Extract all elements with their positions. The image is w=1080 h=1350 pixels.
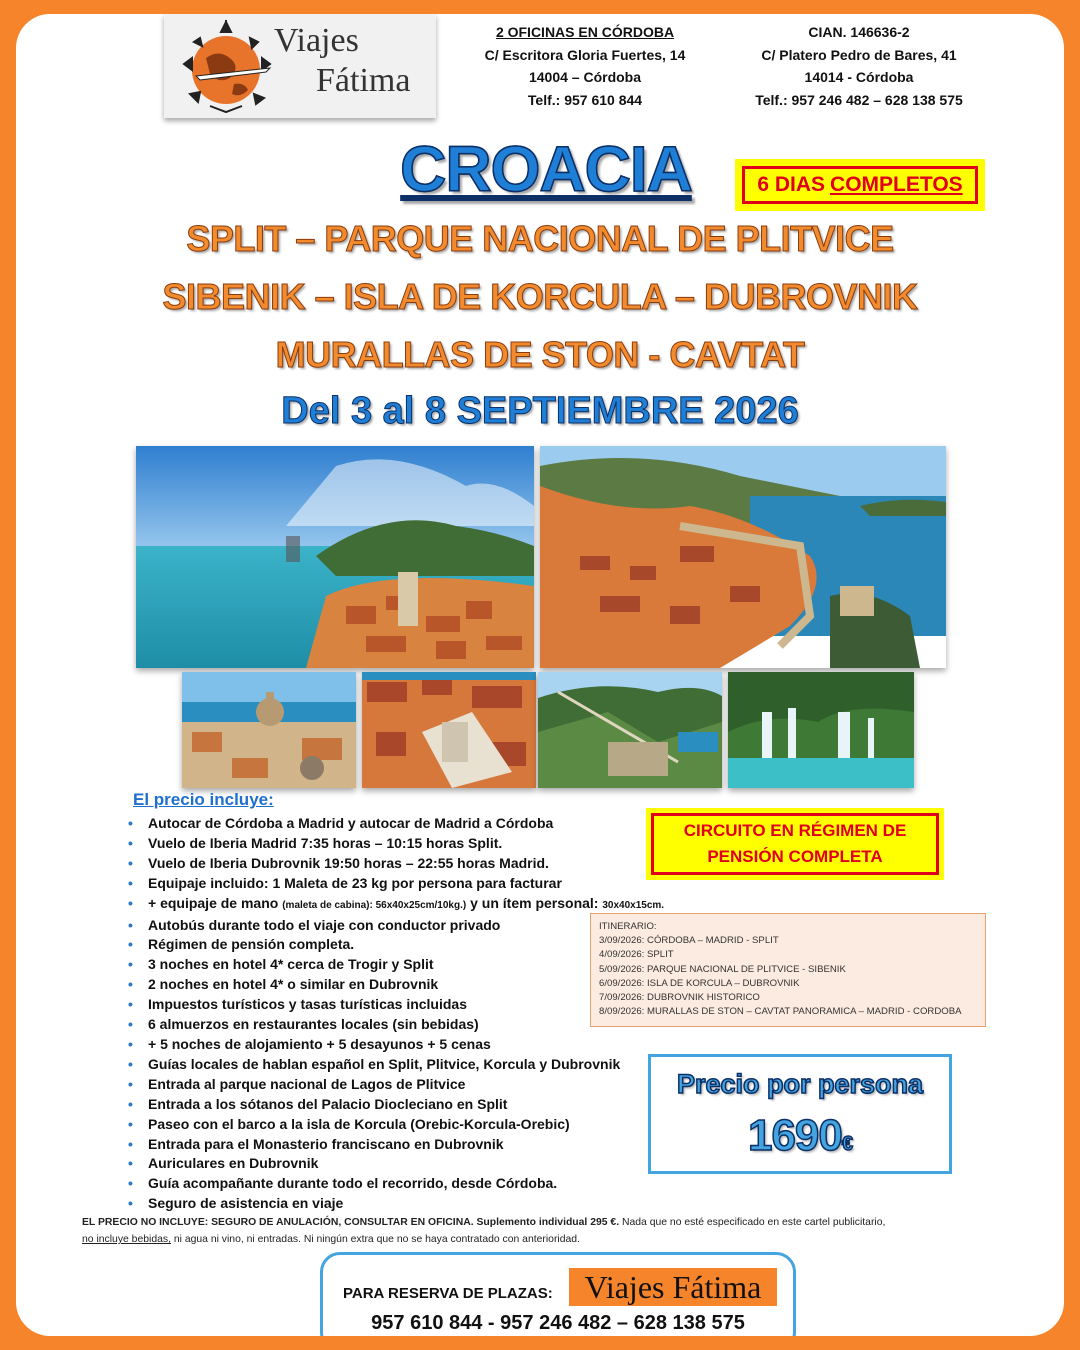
itinerary-day: 3/09/2026: CÓRDOBA – MADRID - SPLIT <box>599 935 779 947</box>
brand-logo <box>164 14 436 118</box>
list-item: • Entrada a los sótanos del Palacio Diocleciano en Split <box>128 1095 664 1115</box>
office-right-phone: Telf.: 957 246 482 – 628 138 575 <box>755 91 963 108</box>
list-item: • + 5 noches de alojamiento + 5 desayunos + 5 cenas <box>128 1035 664 1055</box>
itinerary-day: 6/09/2026: ISLA DE KORCULA – DUBROVNIK <box>599 977 800 989</box>
reservation-label: PARA RESERVA DE PLAZAS: <box>343 1285 553 1302</box>
office-right-address: C/ Platero Pedro de Bares, 41 <box>761 46 957 63</box>
full-board-line1: CIRCUITO EN RÉGIMEN DE <box>683 821 907 840</box>
list-item: • Auriculares en Dubrovnik <box>128 1154 664 1174</box>
list-item: • Paseo con el barco a la isla de Korcula (Orebic-Korcula-Orebic) <box>128 1115 664 1135</box>
days-badge-highlight: COMPLETOS <box>830 173 963 196</box>
list-item: • 6 almuerzos en restaurantes locales (sin bebidas) <box>128 1015 664 1035</box>
reservation-box <box>320 1252 796 1336</box>
not-included-note <box>82 1214 1002 1248</box>
personal-item-size: 30x40x15cm. <box>602 899 665 911</box>
not-included-text: Nada que no esté especificado en este cartel publicitario, <box>619 1217 886 1228</box>
photo-sibenik <box>362 672 536 788</box>
photo-dubrovnik <box>540 446 946 668</box>
itinerary-title: ITINERARIO: <box>599 921 657 932</box>
office-left <box>462 21 708 111</box>
brand-logo-line2: Fátima <box>316 62 411 99</box>
no-drinks-text: no incluye bebidas, <box>82 1234 171 1245</box>
route-line: MURALLAS DE STON - CAVTAT <box>275 334 805 375</box>
photo-dubrovnik-rooftops <box>182 672 356 788</box>
days-badge <box>735 159 985 211</box>
not-included-bold: EL PRECIO NO INCLUYE: SEGURO DE ANULACIÓN, CONSULTAR EN OFICINA. Suplemento individual 295 €. <box>82 1217 620 1228</box>
list-item: • 2 noches en hotel 4* o similar en Dubrovnik <box>128 975 664 995</box>
full-board-line2: PENSIÓN COMPLETA <box>707 847 883 866</box>
itinerary-day: 7/09/2026: DUBROVNIK HISTORICO <box>599 992 760 1004</box>
itinerary-day: 4/09/2026: SPLIT <box>599 949 674 961</box>
office-left-address: C/ Escritora Gloria Fuertes, 14 <box>484 46 686 63</box>
price-currency: € <box>841 1133 852 1155</box>
includes-title: El precio incluye: <box>133 790 274 809</box>
office-left-city: 14004 – Córdoba <box>528 69 642 85</box>
brand-logo-line1: Viajes <box>274 22 359 59</box>
hand-luggage-text: + equipaje de mano <box>148 894 279 911</box>
list-item: • Régimen de pensión completa. <box>128 935 664 955</box>
list-item: • 3 noches en hotel 4* cerca de Trogir y Split <box>128 955 664 975</box>
itinerary-box <box>590 913 986 1027</box>
reservation-brand: Viajes Fátima <box>569 1268 777 1306</box>
reservation-phones: 957 610 844 - 957 246 482 – 628 138 575 <box>371 1312 745 1334</box>
poster-card <box>16 14 1064 1336</box>
route-line: SPLIT – PARQUE NACIONAL DE PLITVICE <box>186 218 894 259</box>
list-item: • Entrada para el Monasterio franciscano en Dubrovnik <box>128 1135 664 1155</box>
globe-icon <box>170 18 282 116</box>
price-value <box>651 1111 949 1161</box>
list-item: • Guía acompañante durante todo el recorrido, desde Córdoba. <box>128 1174 664 1194</box>
office-right-heading: CIAN. 146636-2 <box>808 24 910 40</box>
price-box <box>648 1054 952 1174</box>
list-item: • Guías locales de hablan español en Split, Plitvice, Korcula y Dubrovnik <box>128 1055 664 1075</box>
list-item: • Seguro de asistencia en viaje <box>128 1194 664 1214</box>
office-right <box>724 21 994 111</box>
photo-plitvice <box>728 672 914 788</box>
office-left-phone: Telf.: 957 610 844 <box>527 91 643 108</box>
list-item: • Entrada al parque nacional de Lagos de Plitvice <box>128 1075 664 1095</box>
list-item: • Autocar de Córdoba a Madrid y autocar de Madrid a Córdoba <box>128 814 664 834</box>
photo-ston <box>538 672 722 788</box>
list-item: • Vuelo de Iberia Dubrovnik 19:50 horas – 22:55 horas Madrid. <box>128 854 664 874</box>
includes-list <box>128 814 664 1214</box>
photo-split <box>136 446 534 668</box>
travel-dates: Del 3 al 8 SEPTIEMBRE 2026 <box>281 390 799 432</box>
list-item: • Impuestos turísticos y tasas turísticas incluidas <box>128 995 664 1015</box>
list-item: • Equipaje incluido: 1 Maleta de 23 kg por persona para facturar <box>128 874 664 894</box>
route-line: SIBENIK – ISLA DE KORCULA – DUBROVNIK <box>162 276 918 317</box>
page-title: CROACIA <box>400 133 692 205</box>
price-label: Precio por persona <box>676 1069 924 1099</box>
hand-luggage-detail: (maleta de cabina): 56x40x25cm/10kg.) <box>282 899 467 911</box>
personal-item-text: y un ítem personal: <box>470 894 599 911</box>
itinerary-day: 8/09/2026: MURALLAS DE STON – CAVTAT PANORAMICA – MADRID - CORDOBA <box>599 1006 962 1018</box>
list-item: • Vuelo de Iberia Madrid 7:35 horas – 10:15 horas Split. <box>128 834 664 854</box>
days-badge-prefix: 6 DIAS <box>757 173 826 196</box>
not-included-text-2: ni agua ni vino, ni entradas. Ni ningún extra que no se haya contratado con anterioridad. <box>170 1234 580 1245</box>
office-left-heading: 2 OFICINAS EN CÓRDOBA <box>495 24 675 40</box>
list-item <box>128 894 664 916</box>
list-item: • Autobús durante todo el viaje con conductor privado <box>128 916 664 936</box>
office-right-city: 14014 - Córdoba <box>804 69 914 85</box>
full-board-badge <box>646 808 944 880</box>
itinerary-day: 5/09/2026: PARQUE NACIONAL DE PLITVICE - SIBENIK <box>599 963 846 975</box>
price-amount: 1690 <box>747 1111 842 1160</box>
